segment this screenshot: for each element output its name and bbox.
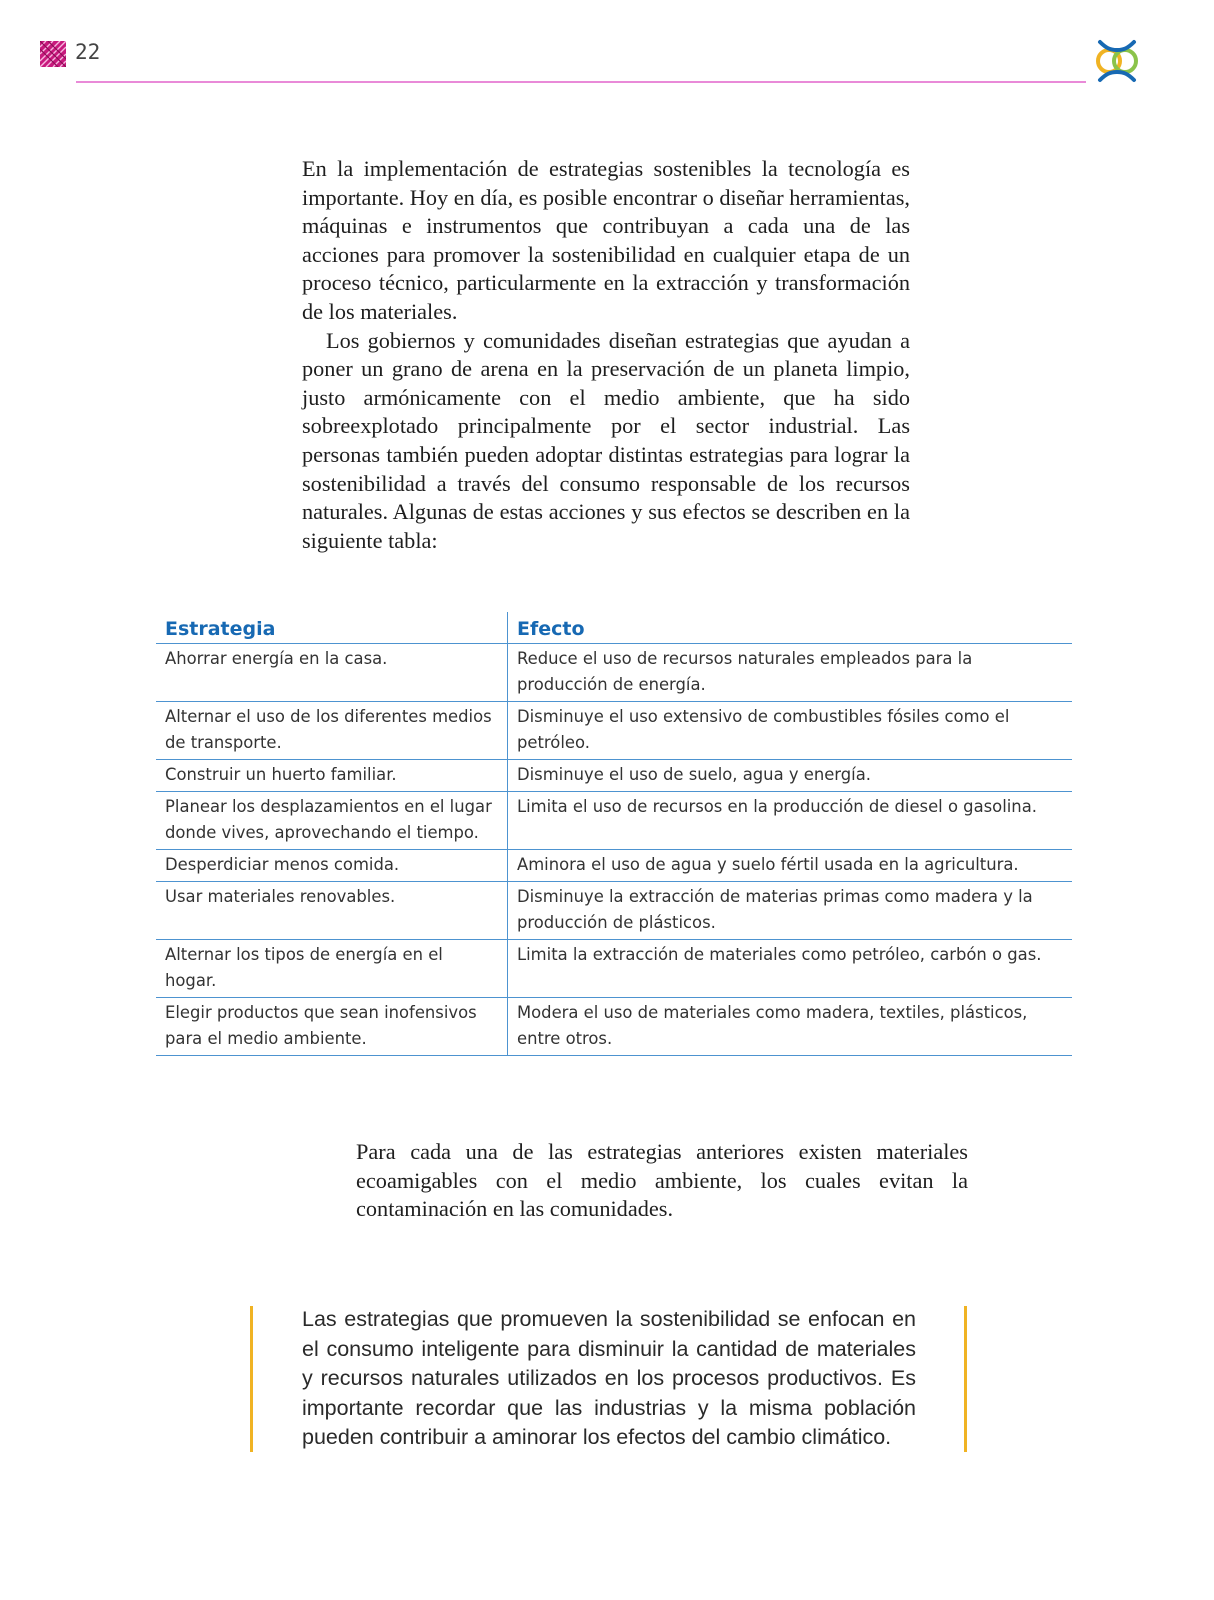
strategy-cell: Elegir productos que sean inofensivos para el medio ambiente. (156, 998, 508, 1056)
table-row (156, 882, 1072, 940)
effect-cell: Disminuye la extracción de materias primas como madera y la producción de plásticos. (508, 882, 1073, 940)
strategy-cell: Usar materiales renovables. (156, 882, 508, 940)
page-number: 22 (75, 40, 101, 64)
effect-cell: Disminuye el uso de suelo, agua y energía. (508, 760, 1073, 792)
intro-paragraph: Los gobiernos y comunidades diseñan estrategias que ayudan a poner un grano de arena en la preservación de un planeta limpio, justo armónicamente con el medio ambiente, que ha sido sobreexplotado principalmente por el sector industrial. Las personas también pueden adoptar distintas estrategias para lograr la sostenibilidad a través del consumo responsable de los recursos naturales. Algunas de estas acciones y sus efectos se describen en la siguiente tabla: (302, 327, 910, 553)
effect-cell: Limita la extracción de materiales como petróleo, carbón o gas. (508, 940, 1073, 998)
effect-cell: Modera el uso de materiales como madera, textiles, plásticos, entre otros. (508, 998, 1073, 1056)
table-row (156, 998, 1072, 1056)
table-row (156, 792, 1072, 850)
column-header-strategy: Estrategia (156, 612, 508, 644)
strategy-cell: Alternar los tipos de energía en el hogar. (156, 940, 508, 998)
intro-paragraph: En la implementación de estrategias sostenibles la tecnología es importante. Hoy en día, es posible encontrar o diseñar herramientas, máquinas e instrumentos que contribuyan a cada una de las acciones para promover la sostenibilidad en cualquier etapa de un proceso técnico, particularmente en la extracción y transformación de los materiales. (302, 156, 911, 324)
effect-cell: Limita el uso de recursos en la producción de diesel o gasolina. (508, 792, 1073, 850)
effect-cell: Aminora el uso de agua y suelo fértil usada en la agricultura. (508, 850, 1073, 882)
effect-cell: Reduce el uso de recursos naturales empleados para la producción de energía. (508, 644, 1073, 702)
header-rule (76, 81, 1086, 83)
strategy-effect-table (156, 612, 1072, 1056)
closing-paragraph: Para cada una de las estrategias anteriores existen materiales ecoamigables con el medio ambiente, los cuales evitan la contaminación en las comunidades. (356, 1139, 968, 1222)
strategy-cell: Desperdiciar menos comida. (156, 850, 508, 882)
callout-left-bar (250, 1306, 253, 1452)
strategy-cell: Construir un huerto familiar. (156, 760, 508, 792)
strategy-cell: Ahorrar energía en la casa. (156, 644, 508, 702)
table-header-row (156, 612, 1072, 644)
table-row (156, 940, 1072, 998)
callout-right-bar (964, 1306, 967, 1452)
table-row (156, 760, 1072, 792)
textile-pattern-icon (40, 41, 66, 67)
interlinked-rings-logo-icon (1094, 38, 1140, 84)
strategy-cell: Planear los desplazamientos en el lugar donde vives, aprovechando el tiempo. (156, 792, 508, 850)
table-row (156, 850, 1072, 882)
table-row (156, 702, 1072, 760)
table-row (156, 644, 1072, 702)
strategy-cell: Alternar el uso de los diferentes medios de transporte. (156, 702, 508, 760)
effect-cell: Disminuye el uso extensivo de combustibles fósiles como el petróleo. (508, 702, 1073, 760)
intro-text (302, 155, 910, 555)
column-header-effect: Efecto (508, 612, 1073, 644)
callout-text: Las estrategias que promueven la sostenibilidad se enfocan en el consumo inteligente para disminuir la cantidad de materiales y recursos naturales utilizados en los procesos productivos. Es importante recordar que las industrias y la misma población pueden contribuir a aminorar los efectos del cambio climático. (302, 1307, 916, 1450)
